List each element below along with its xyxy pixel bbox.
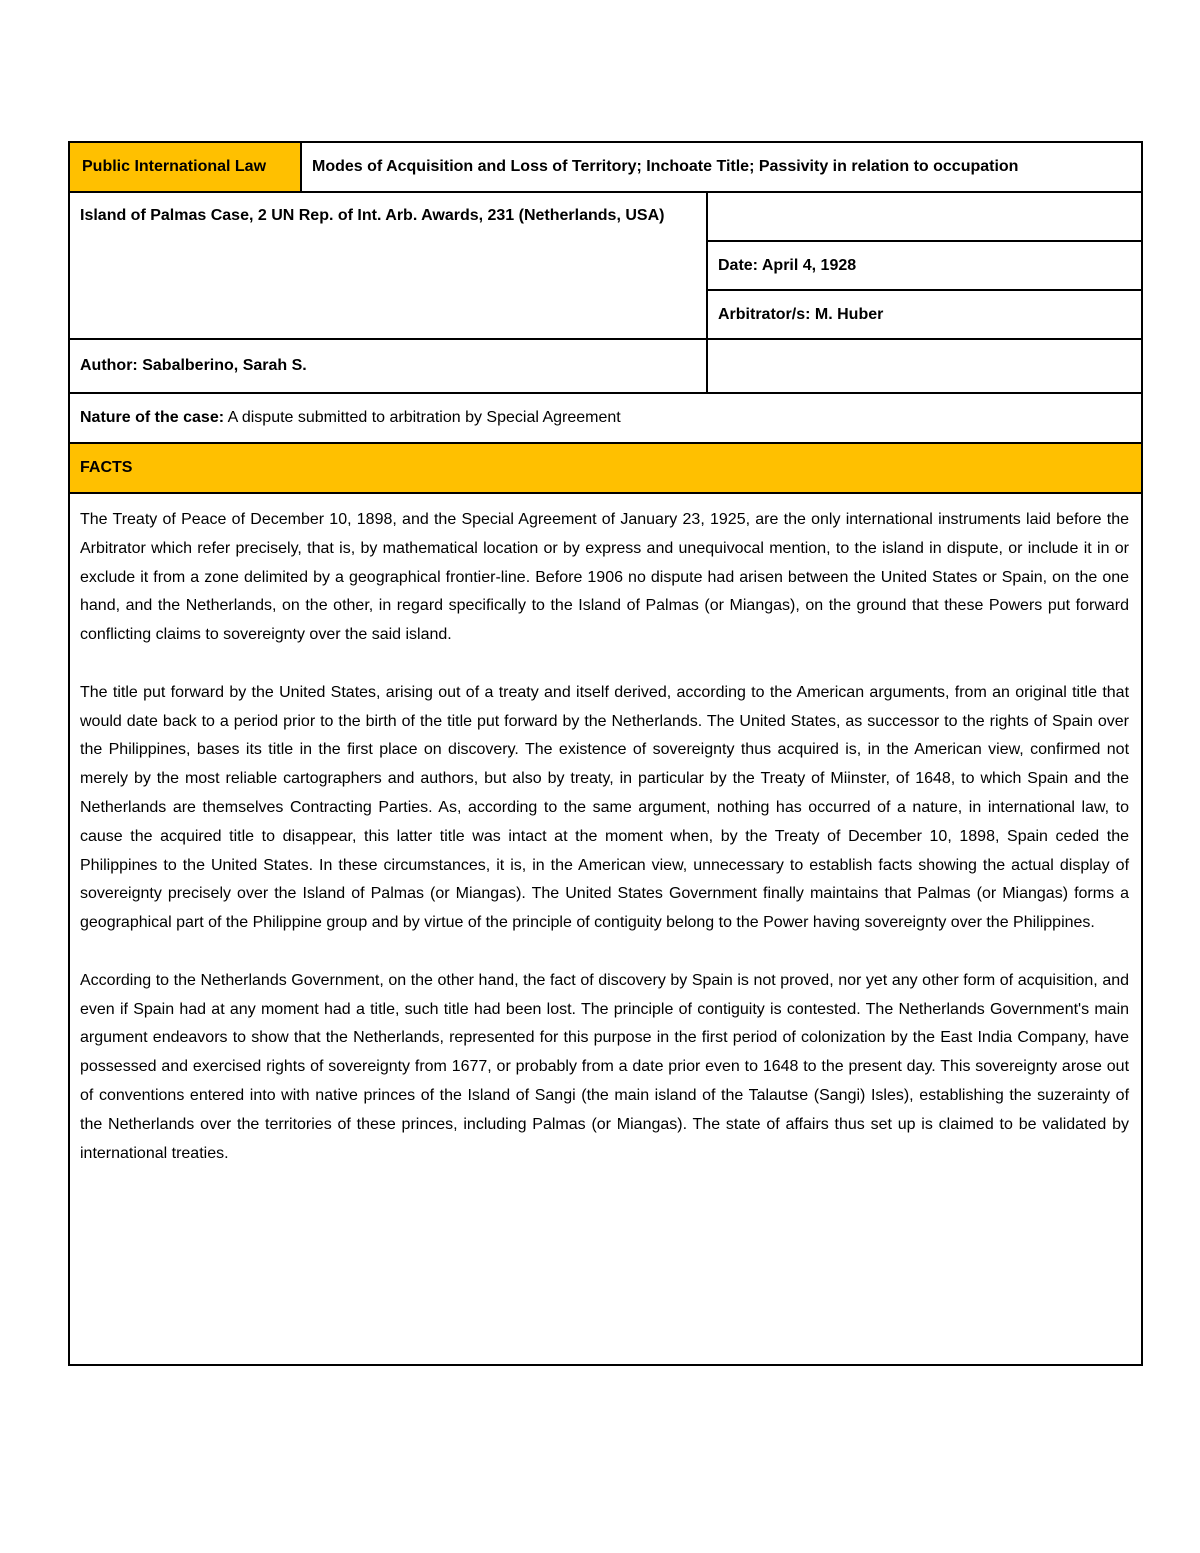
subject-label: Public International Law (82, 158, 267, 175)
arbitrator-label: Arbitrator/s: (718, 305, 811, 323)
arbitrator-value: M. Huber (814, 305, 884, 323)
facts-paragraph: The title put forward by the United States, arising out of a treaty and itself derived, according to the American arguments, from an original title that would date back to a period prior to the birth of the title put forward by the Netherlands. The United States, as successor to the rights of Spain over the Philippines, bases its title in the first place on discovery. The existence of sovereignty thus acquired is, in the American view, confirmed not merely by the most reliable cartographers and authors, but also by treaty, in particular by the Treaty of Miinster, of 1648, to which Spain and the Netherlands are themselves Contracting Parties. As, according to the same argument, nothing has occurred of a nature, in international law, to cause the acquired title to disappear, this latter title was intact at the moment when, by the Treaty of December 10, 1898, Spain ceded the Philippines to the United States. In these circumstances, it is, in the American view, unnecessary to establish facts showing the actual display of sovereignty precisely over the Island of Palmas (or Miangas). The United States Government finally maintains that Palmas (or Miangas) forms a geographical part of the Philippine group and by virtue of the principle of contiguity belong to the Power having sovereignty over the Philippines. (80, 683, 1130, 932)
topic-cell (301, 142, 1142, 192)
facts-paragraph: The Treaty of Peace of December 10, 1898, and the Special Agreement of January 23, 1925, are the only international instruments laid before the Arbitrator which refer precisely, that is, by mathematical location or by express and unequivocal mention, to the island in dispute, or include it in or exclude it from a zone delimited by a geographical frontier-line. Before 1906 no dispute had arisen between the United States or Spain, on the one hand, and the Netherlands, on the other, in regard specifically to the Island of Palmas (or Miangas), on the ground that these Powers put forward conflicting claims to sovereignty over the said island. (80, 511, 1130, 644)
blank-cell-author (707, 339, 1142, 393)
facts-body-cell (69, 493, 1142, 1365)
topic-label: Modes of Acquisition and Loss of Territory; Inchoate Title; Passivity in relation to occupation (312, 158, 1019, 175)
author-label: Author: (80, 357, 138, 374)
author-value: Sabalberino, Sarah S. (142, 357, 307, 374)
date-label: Date: (718, 256, 759, 274)
nature-value: A dispute submitted to arbitration by Special Agreement (227, 409, 621, 426)
subject-cell (69, 142, 301, 192)
facts-paragraph: According to the Netherlands Government, on the other hand, the fact of discovery by Spain is not proved, nor yet any other form of acquisition, and even if Spain had at any moment had a title, such title had been lost. The principle of contiguity is contested. The Netherlands Government's main argument endeavors to show that the Netherlands, represented for this purpose in the first period of colonization by the East India Company, have possessed and exercised rights of sovereignty from 1677, or probably from a date prior even to 1648 to the present day. This sovereignty arose out of conventions entered into with native princes of the Island of Sangi (the main island of the Talautse (Sangi) Isles), establishing the suzerainty of the Netherlands over the territories of these princes, including Palmas (or Miangas). The state of affairs thus set up is claimed to be validated by international treaties. (80, 971, 1130, 1162)
nature-label: Nature of the case: (80, 409, 225, 426)
nature-cell (69, 393, 1142, 443)
case-title-cell (69, 192, 707, 339)
arbitrator-cell (707, 290, 1142, 339)
case-digest-table (68, 141, 1143, 1366)
author-cell (69, 339, 707, 393)
date-cell (707, 241, 1142, 290)
case-title: Island of Palmas Case, 2 UN Rep. of Int. Arb. Awards, 231 (Netherlands, USA) (80, 207, 665, 224)
facts-heading-cell (69, 443, 1142, 493)
facts-heading: FACTS (80, 459, 133, 476)
blank-cell-top (707, 192, 1142, 241)
date-value: April 4, 1928 (761, 256, 857, 274)
